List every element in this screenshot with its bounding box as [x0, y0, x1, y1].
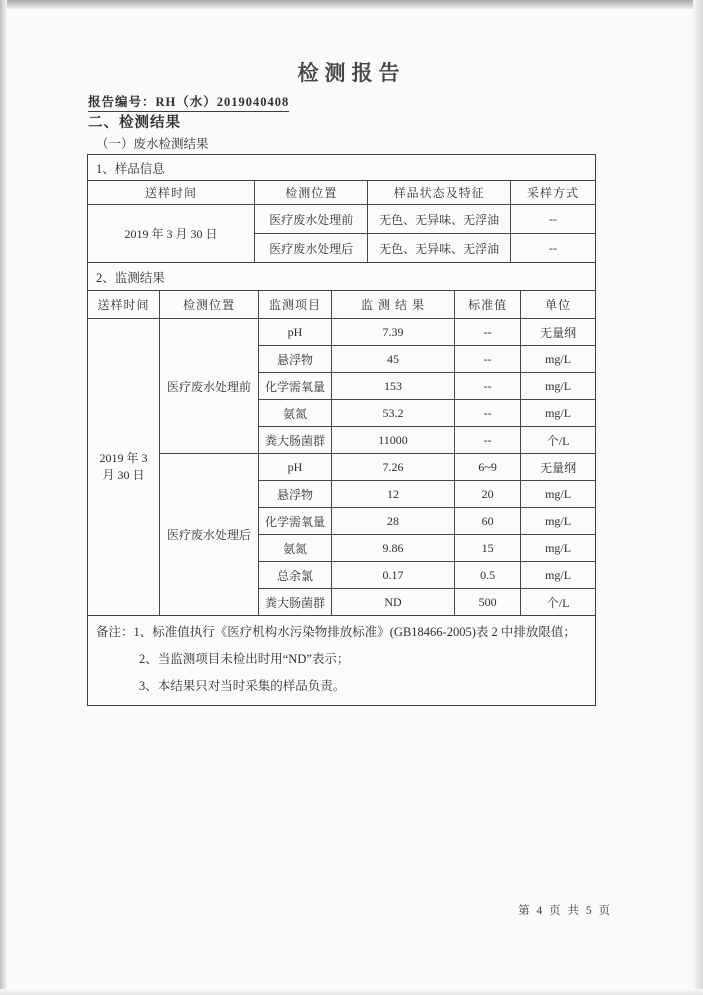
- location-cell: 医疗废水处理后: [255, 234, 368, 263]
- unit-cell: 个/L: [521, 427, 595, 454]
- item-cell: 粪大肠菌群: [259, 589, 332, 616]
- remark-text: 1、标准值执行《医疗机构水污染物排放标准》(GB18466-2005)表 2 中排放限值；: [133, 625, 576, 639]
- unit-cell: mg/L: [521, 535, 595, 562]
- scan-edge-left: [0, 0, 7, 995]
- column-header-result: 监 测 结 果: [331, 291, 454, 319]
- standard-cell: --: [455, 427, 521, 454]
- unit-cell: mg/L: [521, 562, 595, 589]
- monitor-results-table: [88, 291, 595, 615]
- standard-cell: 500: [455, 589, 521, 616]
- page-title: 检测报告: [297, 61, 406, 85]
- column-header-sample-time: 送样时间: [88, 181, 255, 205]
- table-row: [88, 319, 595, 346]
- table-row: [88, 454, 595, 481]
- result-cell: 7.39: [331, 319, 454, 346]
- sample-date-cell: 2019 年 3 月 30 日: [88, 319, 159, 616]
- standard-cell: --: [455, 346, 521, 373]
- report-number: 报告编号：RH（水）2019040408: [88, 92, 289, 112]
- standard-cell: --: [455, 373, 521, 400]
- subsection-heading: （一）废水检测结果: [96, 137, 209, 151]
- item-cell: pH: [259, 454, 332, 481]
- method-cell: --: [511, 205, 596, 234]
- sample-date-cell: 2019 年 3 月 30 日: [88, 205, 255, 263]
- column-header-state: 样品状态及特征: [368, 181, 511, 205]
- unit-cell: 无量纲: [521, 454, 595, 481]
- sample-info-label: 1、样品信息: [88, 155, 595, 181]
- remark-line: [96, 650, 587, 668]
- unit-cell: mg/L: [521, 373, 595, 400]
- state-cell: 无色、无异味、无浮油: [368, 234, 511, 263]
- sample-info-table: [88, 181, 595, 262]
- remarks-label: 备注：: [96, 625, 134, 639]
- standard-cell: --: [455, 319, 521, 346]
- unit-cell: 无量纲: [521, 319, 595, 346]
- column-header-unit: 单位: [521, 291, 595, 319]
- item-cell: 化学需氧量: [259, 508, 332, 535]
- unit-cell: mg/L: [521, 508, 595, 535]
- standard-cell: 20: [455, 481, 521, 508]
- section-heading: 二、检测结果: [88, 115, 181, 131]
- page-number: 第 4 页 共 5 页: [518, 905, 612, 917]
- item-cell: 悬浮物: [259, 346, 332, 373]
- results-table-container: [87, 154, 596, 706]
- scan-edge-bottom: [0, 989, 703, 995]
- unit-cell: mg/L: [521, 346, 595, 373]
- result-cell: 53.2: [331, 400, 454, 427]
- remarks-section: [88, 615, 595, 705]
- result-cell: 11000: [331, 427, 454, 454]
- standard-cell: 60: [455, 508, 521, 535]
- item-cell: 化学需氧量: [259, 373, 332, 400]
- scan-edge-right: [693, 0, 703, 995]
- item-cell: pH: [259, 319, 332, 346]
- standard-cell: 6~9: [455, 454, 521, 481]
- standard-cell: --: [455, 400, 521, 427]
- result-cell: 28: [331, 508, 454, 535]
- item-cell: 总余氯: [259, 562, 332, 589]
- column-header-location: 检测位置: [255, 181, 368, 205]
- column-header-method: 采样方式: [511, 181, 596, 205]
- column-header-standard: 标准值: [455, 291, 521, 319]
- table-header-row: [88, 181, 595, 205]
- unit-cell: mg/L: [521, 400, 595, 427]
- result-cell: 153: [331, 373, 454, 400]
- item-cell: 氨氮: [259, 400, 332, 427]
- result-cell: 45: [331, 346, 454, 373]
- result-cell: 12: [331, 481, 454, 508]
- result-cell: 9.86: [331, 535, 454, 562]
- remark-line: [96, 677, 587, 695]
- unit-cell: 个/L: [521, 589, 595, 616]
- result-cell: 0.17: [331, 562, 454, 589]
- remark-line: [96, 623, 587, 641]
- table-header-row: [88, 291, 595, 319]
- column-header-location: 检测位置: [159, 291, 258, 319]
- location-group-cell: 医疗废水处理前: [159, 319, 258, 454]
- monitor-results-label: 2、监测结果: [88, 262, 595, 291]
- column-header-item: 监测项目: [259, 291, 332, 319]
- result-cell: ND: [331, 589, 454, 616]
- item-cell: 氨氮: [259, 535, 332, 562]
- location-group-cell: 医疗废水处理后: [159, 454, 258, 616]
- table-row: [88, 205, 595, 234]
- remark-text: 3、本结果只对当时采集的样品负责。: [139, 679, 346, 693]
- method-cell: --: [511, 234, 596, 263]
- result-cell: 7.26: [331, 454, 454, 481]
- standard-cell: 0.5: [455, 562, 521, 589]
- scan-edge-top: [0, 0, 703, 9]
- item-cell: 粪大肠菌群: [259, 427, 332, 454]
- unit-cell: mg/L: [521, 481, 595, 508]
- remark-text: 2、当监测项目未检出时用“ND”表示；: [139, 652, 350, 666]
- item-cell: 悬浮物: [259, 481, 332, 508]
- column-header-sample-time: 送样时间: [88, 291, 159, 319]
- state-cell: 无色、无异味、无浮油: [368, 205, 511, 234]
- standard-cell: 15: [455, 535, 521, 562]
- location-cell: 医疗废水处理前: [255, 205, 368, 234]
